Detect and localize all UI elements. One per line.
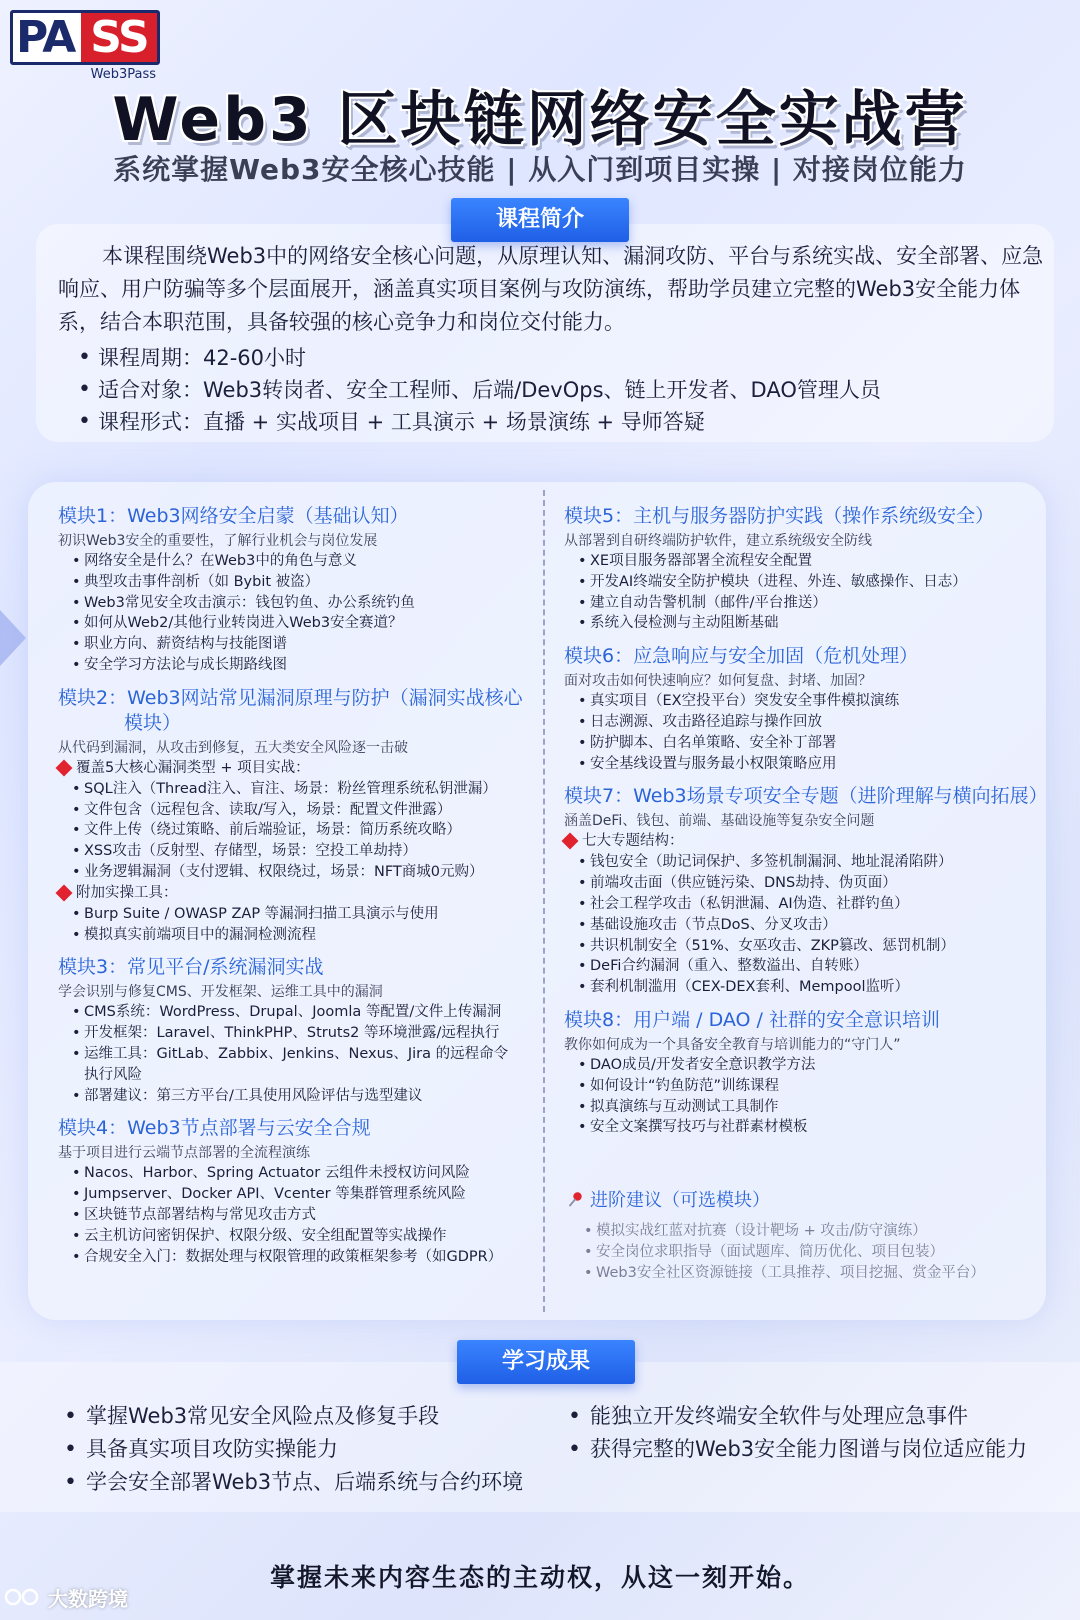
advanced-list [584,1221,1028,1284]
module-desc: 从代码到漏洞，从攻击到修复，五大类安全风险逐一击破 [58,739,408,756]
list-item: • 基础设施攻击（节点DoS、分叉攻击） [578,915,1044,936]
module-subheading [564,831,1044,852]
module-title: 模块3：常见平台/系统漏洞实战 [58,956,324,979]
list-item: • 区块链节点部署结构与常见攻击方式 [72,1205,528,1226]
list-item: • 如何设计“钓鱼防范”训练课程 [578,1076,1044,1097]
module-4 [58,1116,528,1267]
list-item: • 网络安全是什么？在Web3中的角色与意义 [72,551,528,572]
list-item: • CMS系统：WordPress、Drupal、Joomla 等配置/文件上传漏洞 [72,1002,528,1023]
logo-ss-text: SS [81,13,157,62]
module-desc: 面对攻击如何快速响应？如何复盘、封堵、加固？ [564,673,872,690]
module-8 [564,1008,1044,1138]
list-item: • 部署建议：第三方平台/工具使用风险评估与选型建议 [72,1086,528,1107]
module-list [578,691,1044,774]
page-subtitle: 系统掌握Web3安全核心技能 | 从入门到项目实操 | 对接岗位能力 [113,153,967,186]
list-item: • 云主机访问密钥保护、权限分级、安全组配置等实战操作 [72,1226,528,1247]
list-item: • 安全文案撰写技巧与社群素材模板 [578,1117,1044,1138]
watermark [4,1580,128,1614]
list-item: • 真实项目（EX空投平台）突发安全事件模拟演练 [578,691,1044,712]
module-desc: 从部署到自研终端防护软件，建立系统级安全防线 [564,533,872,549]
decorative-arrow [0,610,26,666]
module-title: 模块4：Web3节点部署与云安全合规 [58,1117,371,1140]
list-item: • 文件包含（远程包含、读取/写入，场景：配置文件泄露） [72,800,528,821]
list-item: • DAO成员/开发者安全意识教学方法 [578,1055,1044,1076]
modules-left-column [58,504,528,1277]
list-item: • Jumpserver、Docker API、Vcenter 等集群管理系统风险 [72,1184,528,1205]
outcomes-left-list [64,1400,534,1499]
logo-subtext: Web3Pass [90,67,156,82]
list-item: • Burp Suite / OWASP ZAP 等漏洞扫描工具演示与使用 [72,904,528,925]
module-title: 模块6：应急响应与安全加固（危机处理） [564,645,919,668]
list-item: • 建立自动告警机制（邮件/平台推送） [578,593,1044,614]
subheading-text: 附加实操工具： [76,884,178,901]
watermark-text: 大数跨境 [48,1586,128,1611]
list-item: • Web3常见安全攻击演示：钱包钓鱼、办公系统钓鱼 [72,593,528,614]
outcome-item: • 能独立开发终端安全软件与处理应急事件 [568,1400,1048,1433]
list-item: • XSS攻击（反射型、存储型，场景：空投工单劫持） [72,841,528,862]
module-list [72,1002,528,1106]
modules-right-column [564,504,1048,1148]
module-desc: 涵盖DeFi、钱包、前端、基础设施等复杂安全问题 [564,813,875,830]
diamond-bullet-icon [562,833,579,850]
diamond-bullet-icon [56,759,73,776]
module-list [72,904,528,946]
diamond-bullet-icon [56,884,73,901]
logo-pa-text: PA [16,12,75,63]
module-title: 模块5：主机与服务器防护实践（操作系统级安全） [564,505,995,527]
advanced-title-text: 进阶建议（可选模块） [590,1190,770,1211]
module-7 [564,784,1048,998]
module-desc: 教你如何成为一个具备安全教育与培训能力的“守门人” [564,1036,901,1053]
outcome-item: • 获得完整的Web3安全能力图谱与岗位适应能力 [568,1433,1048,1466]
intro-list [78,342,1028,438]
module-title: 模块7：Web3场景专项安全专题（进阶理解与横向拓展） [564,785,1048,808]
module-5 [564,504,1044,634]
module-title: 模块1：Web3网络安全启蒙（基础认知） [58,505,409,527]
module-title-continued: 模块） [124,711,182,734]
list-item: • 套利机制滥用（CEX-DEX套利、Mempool监听） [578,977,1044,998]
module-list [578,551,1044,634]
module-6 [564,644,1044,774]
list-item: • 共识机制安全（51%、女巫攻击、ZKP篡改、惩罚机制） [578,936,1044,957]
module-list [72,779,528,883]
subheading-text: 七大专题结构： [582,833,684,850]
module-1 [58,504,528,676]
list-item: • DeFi合约漏洞（重入、整数溢出、自转账） [578,956,1044,977]
intro-section-tag: 课程简介 [451,198,629,242]
advanced-title [568,1188,1028,1213]
intro-item: • 适合对象：Web3转岗者、安全工程师、后端/DevOps、链上开发者、DAO管理人员 [78,374,1028,406]
list-item: • 钱包安全（助记词保护、多签机制漏洞、地址混淆陷阱） [578,852,1044,873]
list-item: • 业务逻辑漏洞（支付逻辑、权限绕过，场景：NFT商城0元购） [72,862,528,883]
list-item: • 开发AI终端安全防护模块（进程、外连、敏感操作、日志） [578,572,1044,593]
outcome-item: • 具备真实项目攻防实操能力 [64,1433,534,1466]
pushpin-icon [568,1191,584,1207]
list-item: • 模拟实战红蓝对抗赛（设计靶场 + 攻击/防守演练） [584,1221,1028,1242]
subheading-text: 覆盖5大核心漏洞类型 + 项目实战： [76,759,310,776]
module-desc: 初识Web3安全的重要性，了解行业机会与岗位发展 [58,533,378,549]
intro-item: • 课程形式：直播 + 实战项目 + 工具演示 + 场景演练 + 导师答疑 [78,406,1028,438]
list-item: • Nacos、Harbor、Spring Actuator 云组件未授权访问风险 [72,1163,528,1184]
list-item: • 安全基线设置与服务最小权限策略应用 [578,754,1044,775]
column-divider [543,490,545,1312]
list-item: • 防护脚本、白名单策略、安全补丁部署 [578,733,1044,754]
list-item: • 开发框架：Laravel、ThinkPHP、Struts2 等环境泄露/远程执行 [72,1023,528,1044]
list-item-continued: 执行风险 [84,1066,142,1083]
module-2 [58,686,528,946]
module-desc: 学会识别与修复CMS、开发框架、运维工具中的漏洞 [58,984,383,1001]
page-title: Web3 区块链网络安全实战营 [112,85,968,155]
list-item: • 社会工程学攻击（私钥泄漏、AI伪造、社群钓鱼） [578,894,1044,915]
list-item: • XE项目服务器部署全流程安全配置 [578,551,1044,572]
list-item: • 职业方向、薪资结构与技能图谱 [72,634,528,655]
list-item: • 典型攻击事件剖析（如 Bybit 被盗） [72,572,528,593]
module-title: 模块8：用户端 / DAO / 社群的安全意识培训 [564,1008,940,1031]
list-item: • 系统入侵检测与主动阻断基础 [578,613,1044,634]
module-list [578,1055,1044,1138]
outcome-item: • 掌握Web3常见安全风险点及修复手段 [64,1400,534,1433]
module-subheading [58,883,528,904]
outcome-item: • 学会安全部署Web3节点、后端系统与合约环境 [64,1466,534,1499]
watermark-logo-icon [4,1585,44,1609]
list-item: • SQL注入（Thread注入、盲注、场景：粉丝管理系统私钥泄漏） [72,779,528,800]
list-item: • 文件上传（绕过策略、前后端验证，场景：简历系统攻略） [72,820,528,841]
module-title: 模块2：Web3网站常见漏洞原理与防护（漏洞实战核心 [58,686,523,709]
list-item: • Web3安全社区资源链接（工具推荐、项目挖掘、赏金平台） [584,1263,1028,1284]
intro-paragraph: 本课程围绕Web3中的网络安全核心问题，从原理认知、漏洞攻防、平台与系统实战、安全部署、应急响应、用户防骗等多个层面展开，涵盖真实项目案例与攻防演练，帮助学员建立完整的Web3安全能力体系，结合本职范围，具备较强的核心竞争力和岗位交付能力。 [58,244,1044,334]
list-item: • 如何从Web2/其他行业转岗进入Web3安全赛道？ [72,613,528,634]
outcomes-right-list [568,1400,1048,1466]
slogan: 掌握未来内容生态的主动权，从这一刻开始。 [269,1563,810,1592]
module-subheading [58,758,528,779]
list-item: • 模拟真实前端项目中的漏洞检测流程 [72,925,528,946]
module-list [578,852,1044,998]
list-item: • 日志溯源、攻击路径追踪与操作回放 [578,712,1044,733]
advanced-suggestions [568,1188,1028,1284]
module-desc: 基于项目进行云端节点部署的全流程演练 [58,1145,310,1162]
list-item: • 合规安全入门：数据处理与权限管理的政策框架参考（如GDPR） [72,1247,528,1268]
list-item: • 拟真演练与互动测试工具制作 [578,1097,1044,1118]
module-3 [58,955,528,1106]
module-list [72,551,528,676]
outcomes-section-tag: 学习成果 [457,1340,635,1384]
logo-box [10,10,160,65]
list-item: • 安全学习方法论与成长期路线图 [72,655,528,676]
list-item: • 前端攻击面（供应链污染、DNS劫持、伪页面） [578,873,1044,894]
intro-item: • 课程周期：42-60小时 [78,342,1028,374]
module-list [72,1163,528,1267]
list-item: • 运维工具：GitLab、Zabbix、Jenkins、Nexus、Jira 的远程命令 [72,1044,528,1065]
list-item: • 安全岗位求职指导（面试题库、简历优化、项目包装） [584,1242,1028,1263]
